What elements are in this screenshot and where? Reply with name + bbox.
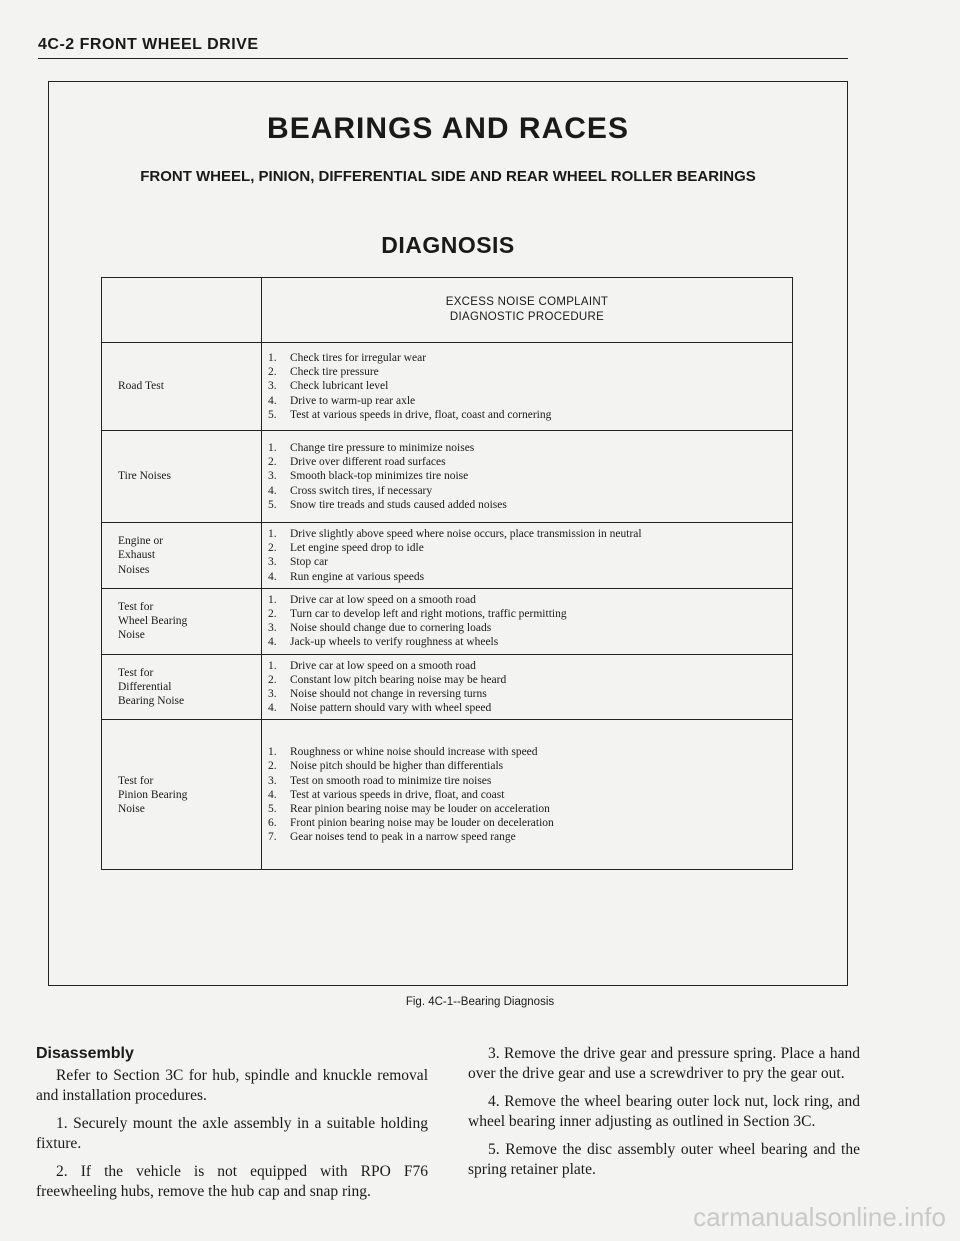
step-text: Jack-up wheels to verify roughness at wheels xyxy=(290,636,499,649)
step-item xyxy=(268,527,784,541)
step-number: 3. xyxy=(268,556,277,569)
step-number: 3. xyxy=(268,470,277,483)
row-label-line: Road Test xyxy=(118,380,164,393)
row-steps-cell xyxy=(262,343,793,431)
step-text: Let engine speed drop to idle xyxy=(290,542,424,555)
step-text: Snow tire treads and studs caused added noises xyxy=(290,498,507,511)
paragraph: Refer to Section 3C for hub, spindle and knuckle removal and installation procedures. xyxy=(36,1067,428,1104)
figure-frame xyxy=(48,81,848,986)
step-item xyxy=(268,774,784,788)
step-item xyxy=(268,408,784,422)
row-steps-cell xyxy=(262,523,793,589)
left-column xyxy=(36,1044,428,1210)
step-number: 5. xyxy=(268,408,277,421)
diagnosis-table xyxy=(101,277,793,870)
paragraph: 1. Securely mount the axle assembly in a suitable holding fixture. xyxy=(36,1115,428,1152)
step-item xyxy=(268,441,784,455)
step-text: Drive over different road surfaces xyxy=(290,456,446,469)
paragraph: 2. If the vehicle is not equipped with RPO F76 freewheeling hubs, remove the hub cap and snap ring. xyxy=(36,1163,428,1200)
step-text: Noise pattern should vary with wheel speed xyxy=(290,702,492,715)
row-steps-cell xyxy=(262,588,793,654)
table-header-cell xyxy=(262,278,793,343)
step-number: 6. xyxy=(268,817,277,830)
step-item xyxy=(268,745,784,759)
step-item xyxy=(268,379,784,393)
section-heading: Disassembly xyxy=(36,1045,134,1062)
paragraph: 4. Remove the wheel bearing outer lock nut, lock ring, and wheel bearing inner adjusting as outlined in Section 3C. xyxy=(468,1093,860,1130)
step-item xyxy=(268,701,784,715)
step-number: 2. xyxy=(268,673,277,686)
row-label-cell xyxy=(102,720,262,870)
table-body xyxy=(102,343,793,870)
row-label-line: Bearing Noise xyxy=(118,695,185,708)
row-label-line: Exhaust xyxy=(118,549,156,562)
right-column xyxy=(468,1044,860,1188)
table-row xyxy=(102,523,793,589)
step-text: Check tire pressure xyxy=(290,366,379,379)
figure-caption: Fig. 4C-1--Bearing Diagnosis xyxy=(405,996,555,1008)
watermark: carmanualsonline.info xyxy=(693,1202,946,1232)
step-text: Noise should not change in reversing turns xyxy=(290,688,487,701)
step-number: 3. xyxy=(268,380,277,393)
row-steps-cell xyxy=(262,431,793,523)
row-label-line: Tire Noises xyxy=(118,470,171,483)
page-header: 4C-2 FRONT WHEEL DRIVE xyxy=(38,36,848,59)
step-item xyxy=(268,802,784,816)
step-text: Turn car to develop left and right motions, traffic permitting xyxy=(290,608,567,621)
step-item xyxy=(268,673,784,687)
step-item xyxy=(268,687,784,701)
step-number: 1. xyxy=(268,351,277,364)
step-number: 3. xyxy=(268,774,277,787)
step-text: Check lubricant level xyxy=(290,380,389,393)
step-text: Gear noises tend to peak in a narrow speed range xyxy=(290,831,516,844)
step-item xyxy=(268,498,784,512)
row-label-cell xyxy=(102,654,262,720)
step-number: 4. xyxy=(268,702,277,715)
step-text: Run engine at various speeds xyxy=(290,570,425,583)
table-header-blank xyxy=(102,278,262,343)
step-number: 1. xyxy=(268,441,277,454)
step-list xyxy=(268,527,784,584)
step-item xyxy=(268,351,784,365)
row-label-line: Wheel Bearing xyxy=(118,615,188,628)
step-number: 1. xyxy=(268,593,277,606)
table-header-line-2: DIAGNOSTIC PROCEDURE xyxy=(449,311,605,323)
step-text: Drive car at low speed on a smooth road xyxy=(290,659,476,672)
step-number: 2. xyxy=(268,608,277,621)
step-text: Cross switch tires, if necessary xyxy=(290,484,433,497)
step-text: Drive car at low speed on a smooth road xyxy=(290,593,476,606)
step-list xyxy=(268,351,784,422)
step-text: Rear pinion bearing noise may be louder on acceleration xyxy=(290,803,550,816)
step-item xyxy=(268,365,784,379)
step-item xyxy=(268,394,784,408)
row-label-line: Noise xyxy=(118,803,145,816)
step-number: 4. xyxy=(268,636,277,649)
step-item xyxy=(268,621,784,635)
step-number: 2. xyxy=(268,760,277,773)
step-text: Test on smooth road to minimize tire noises xyxy=(290,774,492,787)
step-text: Stop car xyxy=(290,556,329,569)
step-number: 2. xyxy=(268,542,277,555)
row-label-cell xyxy=(102,343,262,431)
step-item xyxy=(268,788,784,802)
row-label-cell xyxy=(102,588,262,654)
step-text: Smooth black-top minimizes tire noise xyxy=(290,470,469,483)
row-label-line: Test for xyxy=(118,666,154,679)
step-item xyxy=(268,759,784,773)
step-number: 1. xyxy=(268,746,277,759)
row-label-line: Pinion Bearing xyxy=(118,788,188,801)
table-row xyxy=(102,720,793,870)
row-steps-cell xyxy=(262,720,793,870)
table-row xyxy=(102,431,793,523)
step-text: Test at various speeds in drive, float, and coast xyxy=(290,788,505,801)
table-row xyxy=(102,588,793,654)
step-item xyxy=(268,816,784,830)
step-text: Check tires for irregular wear xyxy=(290,351,427,364)
table-row xyxy=(102,654,793,720)
figure-title: BEARINGS AND RACES xyxy=(267,112,629,145)
step-list xyxy=(268,593,784,650)
step-list xyxy=(268,745,784,844)
step-text: Noise should change due to cornering loads xyxy=(290,622,492,635)
row-steps-cell xyxy=(262,654,793,720)
step-number: 3. xyxy=(268,688,277,701)
step-number: 7. xyxy=(268,831,277,844)
table-header-row xyxy=(102,278,793,343)
step-text: Change tire pressure to minimize noises xyxy=(290,441,475,454)
diagnosis-heading: DIAGNOSIS xyxy=(381,232,515,258)
step-item xyxy=(268,484,784,498)
paragraph: 5. Remove the disc assembly outer wheel bearing and the spring retainer plate. xyxy=(468,1141,860,1178)
step-list xyxy=(268,441,784,512)
row-label-line: Differential xyxy=(118,680,172,693)
step-number: 5. xyxy=(268,498,277,511)
step-number: 2. xyxy=(268,366,277,379)
row-label-line: Test for xyxy=(118,774,154,787)
row-label-line: Engine or xyxy=(118,535,164,548)
step-number: 4. xyxy=(268,484,277,497)
row-label-cell xyxy=(102,523,262,589)
step-number: 1. xyxy=(268,528,277,540)
step-text: Front pinion bearing noise may be louder on deceleration xyxy=(290,817,554,830)
step-item xyxy=(268,593,784,607)
step-item xyxy=(268,570,784,584)
step-text: Test at various speeds in drive, float, coast and cornering xyxy=(290,408,552,421)
step-number: 3. xyxy=(268,622,277,635)
step-item xyxy=(268,659,784,673)
step-list xyxy=(268,659,784,716)
step-number: 4. xyxy=(268,788,277,801)
step-text: Roughness or whine noise should increase with speed xyxy=(290,746,538,759)
step-item xyxy=(268,635,784,649)
paragraph: 3. Remove the drive gear and pressure spring. Place a hand over the drive gear and use a screwdriver to pry the gear out. xyxy=(468,1045,860,1082)
figure-subtitle: FRONT WHEEL, PINION, DIFFERENTIAL SIDE AND REAR WHEEL ROLLER BEARINGS xyxy=(140,168,756,185)
step-item xyxy=(268,455,784,469)
step-number: 4. xyxy=(268,394,277,407)
step-number: 4. xyxy=(268,570,277,583)
step-item xyxy=(268,541,784,555)
step-text: Drive to warm-up rear axle xyxy=(290,394,416,407)
step-number: 1. xyxy=(268,659,277,672)
table-header-line-1: EXCESS NOISE COMPLAINT xyxy=(445,296,609,308)
step-number: 5. xyxy=(268,803,277,816)
step-text: Constant low pitch bearing noise may be heard xyxy=(290,673,507,686)
row-label-cell xyxy=(102,431,262,523)
step-item xyxy=(268,830,784,844)
step-item xyxy=(268,555,784,569)
row-label-line: Noises xyxy=(118,563,150,576)
row-label-line: Test for xyxy=(118,600,154,613)
step-text: Noise pitch should be higher than differentials xyxy=(290,760,504,773)
step-number: 2. xyxy=(268,456,277,469)
row-label-line: Noise xyxy=(118,629,145,642)
table-row xyxy=(102,343,793,431)
step-text: Drive slightly above speed where noise occurs, place transmission in neutral xyxy=(290,528,642,540)
step-item xyxy=(268,607,784,621)
step-item xyxy=(268,469,784,483)
